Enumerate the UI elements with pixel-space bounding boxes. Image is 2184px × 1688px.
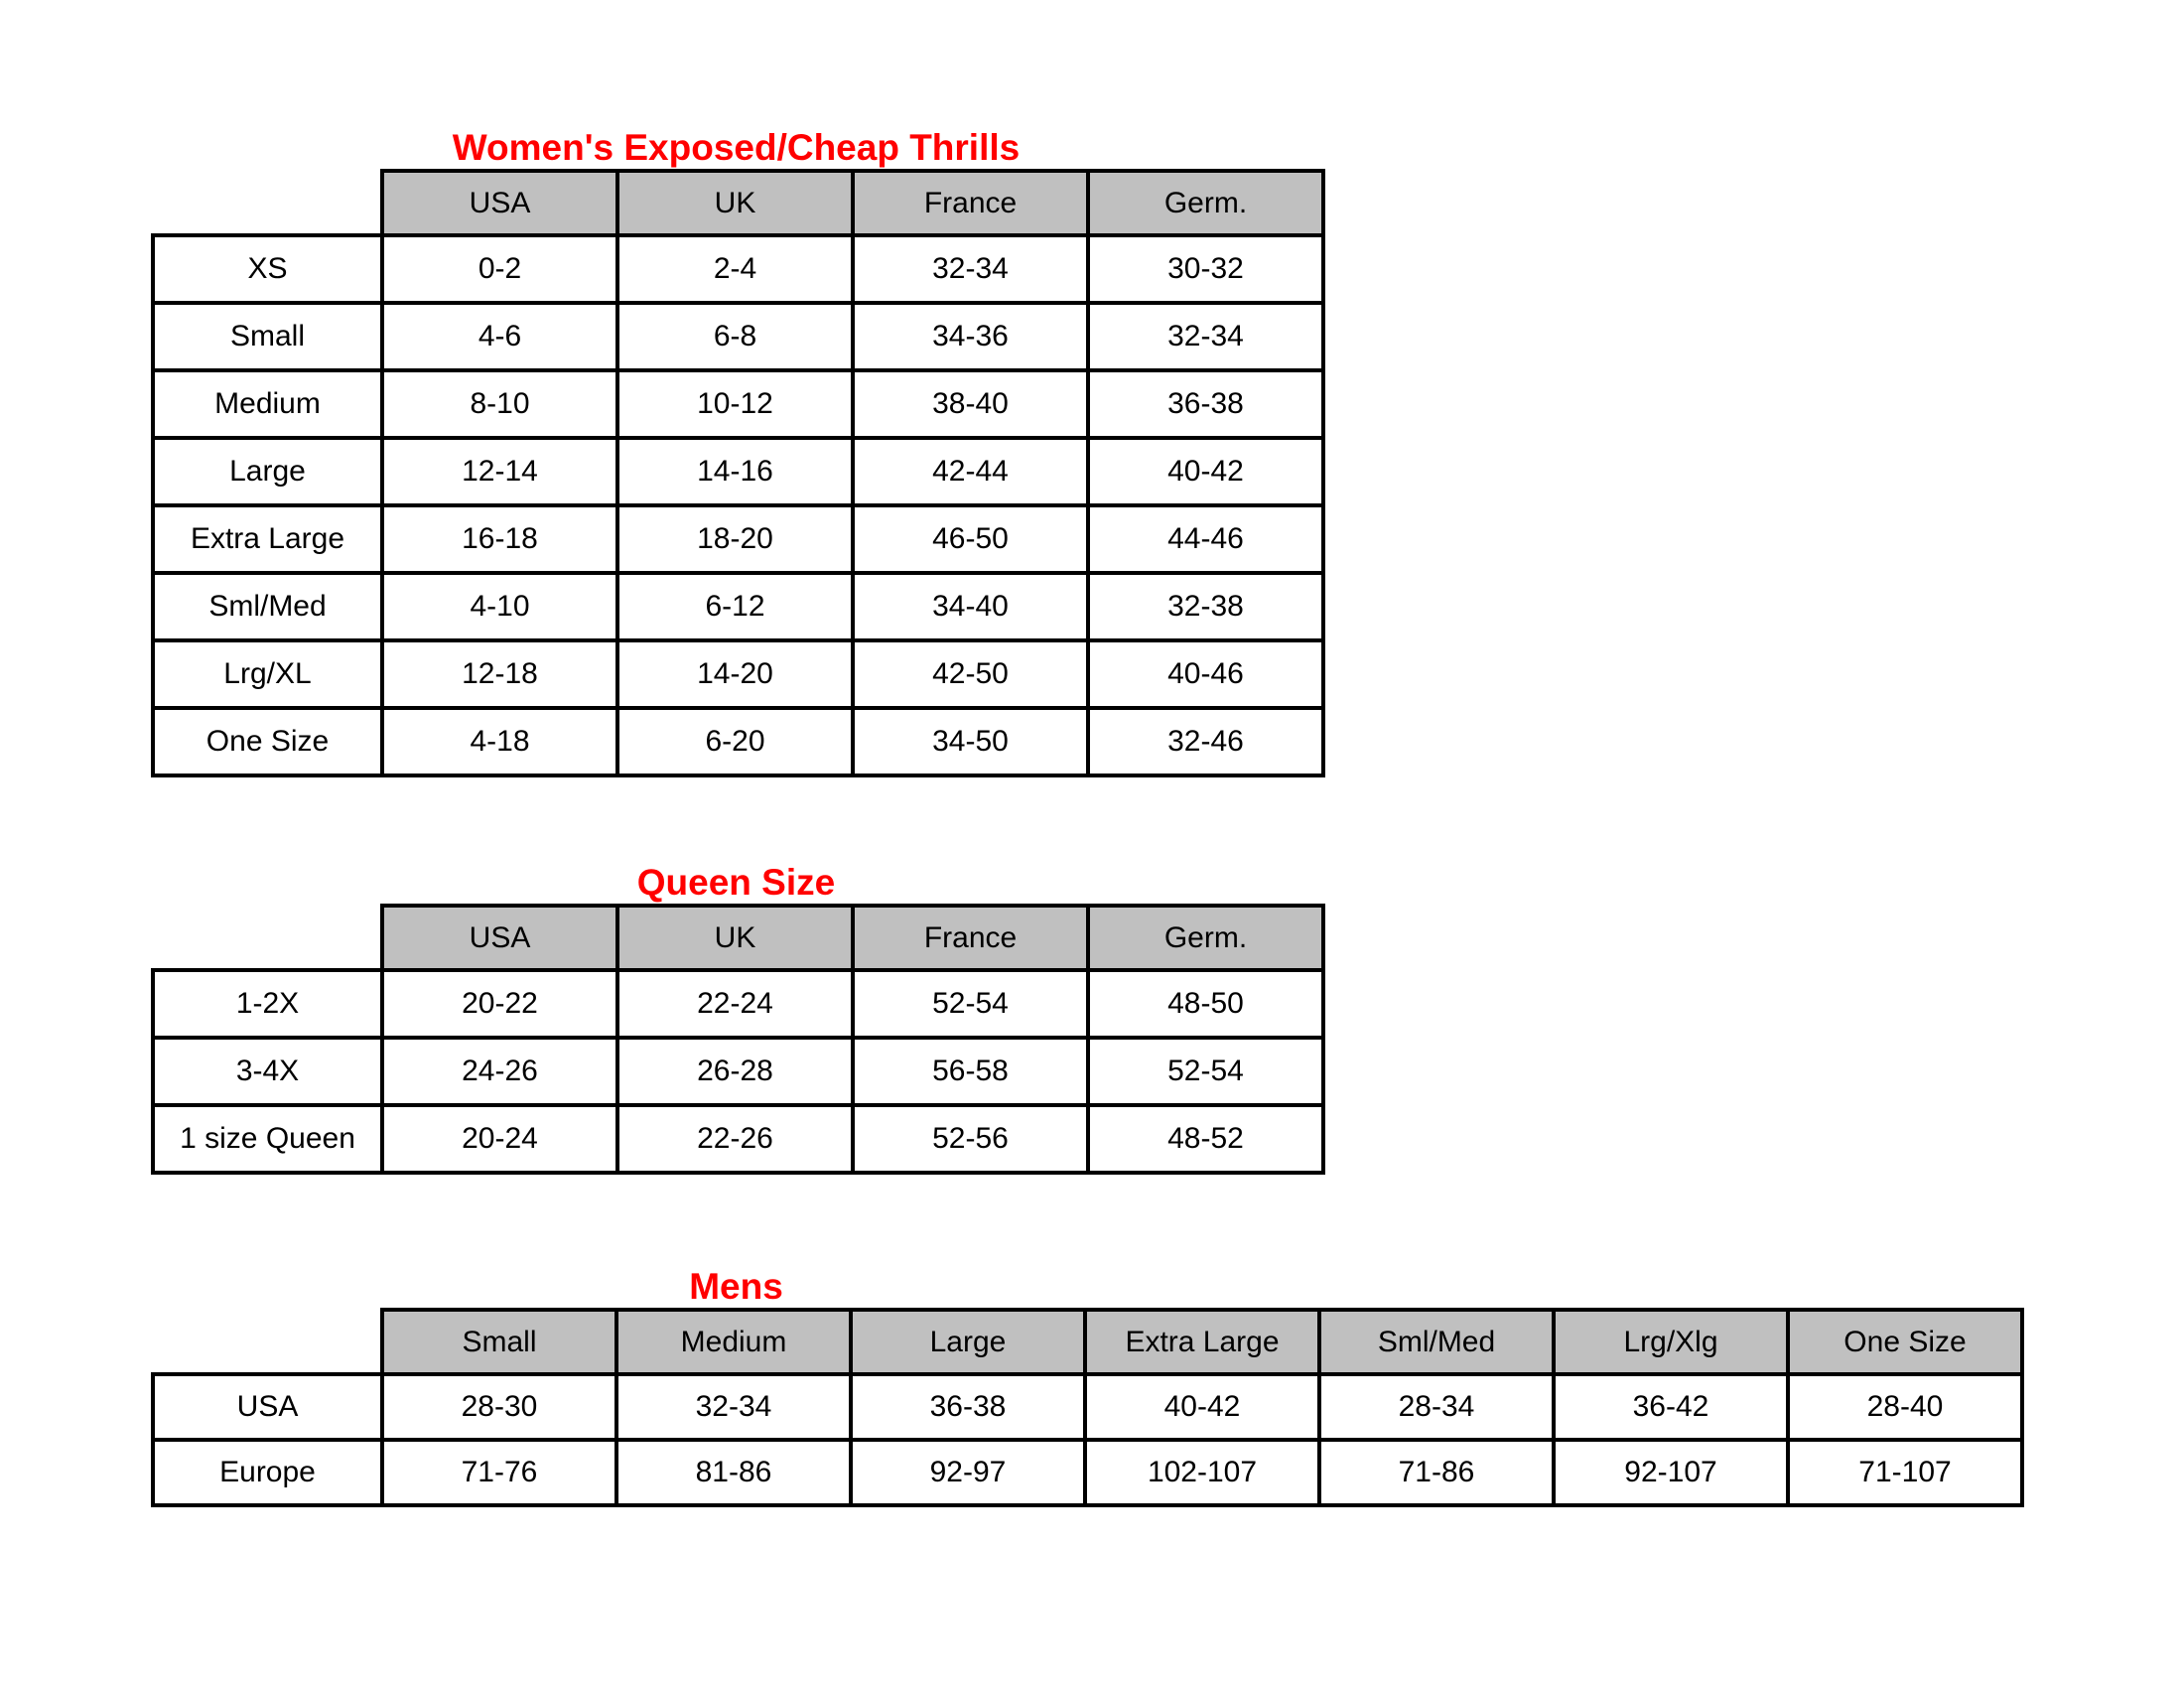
table-cell: 56-58: [853, 1038, 1088, 1105]
table-cell: 42-44: [853, 438, 1088, 505]
table-cell: 12-18: [382, 640, 617, 708]
column-header: Germ.: [1088, 171, 1323, 235]
table-title: Women's Exposed/Cheap Thrills: [452, 127, 1021, 168]
header-corner-spacer: [153, 1310, 382, 1374]
table-row: [153, 970, 1323, 1038]
row-label: Europe: [153, 1440, 382, 1505]
size-table: [151, 169, 1325, 777]
table-cell: 0-2: [382, 235, 617, 303]
table-cell: 40-46: [1088, 640, 1323, 708]
table-cell: 28-30: [382, 1374, 616, 1440]
column-header: Large: [851, 1310, 1085, 1374]
table-cell: 14-16: [617, 438, 853, 505]
table-cell: 38-40: [853, 370, 1088, 438]
column-header: Extra Large: [1085, 1310, 1319, 1374]
table-cell: 42-50: [853, 640, 1088, 708]
header-corner-spacer: [153, 906, 382, 970]
table-cell: 22-26: [617, 1105, 853, 1173]
table-cell: 34-50: [853, 708, 1088, 775]
table-cell: 20-24: [382, 1105, 617, 1173]
table-row: [153, 640, 1323, 708]
table-cell: 20-22: [382, 970, 617, 1038]
row-label: Medium: [153, 370, 382, 438]
row-label: USA: [153, 1374, 382, 1440]
table-cell: 6-20: [617, 708, 853, 775]
row-label: 1 size Queen: [153, 1105, 382, 1173]
table-row: [153, 505, 1323, 573]
table-cell: 16-18: [382, 505, 617, 573]
table-cell: 36-38: [1088, 370, 1323, 438]
table-cell: 92-107: [1554, 1440, 1788, 1505]
column-header: Sml/Med: [1319, 1310, 1554, 1374]
table-title: Queen Size: [636, 862, 836, 903]
column-header: France: [853, 171, 1088, 235]
table-row: [153, 438, 1323, 505]
column-header: USA: [382, 171, 617, 235]
table-cell: 28-40: [1788, 1374, 2022, 1440]
table-cell: 24-26: [382, 1038, 617, 1105]
table-row: [153, 708, 1323, 775]
row-label: One Size: [153, 708, 382, 775]
table-cell: 32-34: [616, 1374, 851, 1440]
table-row: [153, 303, 1323, 370]
row-label: XS: [153, 235, 382, 303]
column-header: One Size: [1788, 1310, 2022, 1374]
table-cell: 71-76: [382, 1440, 616, 1505]
table-cell: 22-24: [617, 970, 853, 1038]
row-label: 1-2X: [153, 970, 382, 1038]
column-header: UK: [617, 906, 853, 970]
table-title: Mens: [689, 1266, 783, 1307]
table-cell: 12-14: [382, 438, 617, 505]
table-row: [153, 1105, 1323, 1173]
table-cell: 40-42: [1085, 1374, 1319, 1440]
table-cell: 36-38: [851, 1374, 1085, 1440]
size-table: [151, 904, 1325, 1175]
row-label: Small: [153, 303, 382, 370]
table-cell: 4-18: [382, 708, 617, 775]
row-label: 3-4X: [153, 1038, 382, 1105]
column-header: Germ.: [1088, 906, 1323, 970]
table-cell: 48-50: [1088, 970, 1323, 1038]
table-cell: 32-46: [1088, 708, 1323, 775]
column-header: Medium: [616, 1310, 851, 1374]
table-cell: 18-20: [617, 505, 853, 573]
table-cell: 71-86: [1319, 1440, 1554, 1505]
size-table-section: [151, 1266, 2024, 1507]
table-cell: 52-54: [1088, 1038, 1323, 1105]
column-header: France: [853, 906, 1088, 970]
table-cell: 34-40: [853, 573, 1088, 640]
table-cell: 32-34: [853, 235, 1088, 303]
column-header: USA: [382, 906, 617, 970]
table-cell: 28-34: [1319, 1374, 1554, 1440]
table-cell: 4-6: [382, 303, 617, 370]
table-cell: 6-12: [617, 573, 853, 640]
table-row: [153, 1038, 1323, 1105]
table-cell: 92-97: [851, 1440, 1085, 1505]
table-cell: 34-36: [853, 303, 1088, 370]
column-header: UK: [617, 171, 853, 235]
size-table: [151, 1308, 2024, 1507]
size-table-section: [151, 862, 1325, 1175]
table-cell: 52-54: [853, 970, 1088, 1038]
table-cell: 2-4: [617, 235, 853, 303]
table-cell: 26-28: [617, 1038, 853, 1105]
table-cell: 36-42: [1554, 1374, 1788, 1440]
table-cell: 40-42: [1088, 438, 1323, 505]
row-label: Extra Large: [153, 505, 382, 573]
table-row: [153, 573, 1323, 640]
table-cell: 46-50: [853, 505, 1088, 573]
table-cell: 44-46: [1088, 505, 1323, 573]
table-row: [153, 235, 1323, 303]
table-cell: 102-107: [1085, 1440, 1319, 1505]
table-row: [153, 1374, 2022, 1440]
table-cell: 32-34: [1088, 303, 1323, 370]
table-cell: 30-32: [1088, 235, 1323, 303]
column-header: Lrg/Xlg: [1554, 1310, 1788, 1374]
table-cell: 14-20: [617, 640, 853, 708]
table-cell: 4-10: [382, 573, 617, 640]
row-label: Large: [153, 438, 382, 505]
table-cell: 52-56: [853, 1105, 1088, 1173]
column-header: Small: [382, 1310, 616, 1374]
table-cell: 10-12: [617, 370, 853, 438]
table-cell: 81-86: [616, 1440, 851, 1505]
table-cell: 71-107: [1788, 1440, 2022, 1505]
table-cell: 48-52: [1088, 1105, 1323, 1173]
table-cell: 32-38: [1088, 573, 1323, 640]
table-row: [153, 370, 1323, 438]
table-cell: 8-10: [382, 370, 617, 438]
header-corner-spacer: [153, 171, 382, 235]
row-label: Sml/Med: [153, 573, 382, 640]
row-label: Lrg/XL: [153, 640, 382, 708]
size-table-section: [151, 127, 1325, 777]
table-cell: 6-8: [617, 303, 853, 370]
table-row: [153, 1440, 2022, 1505]
